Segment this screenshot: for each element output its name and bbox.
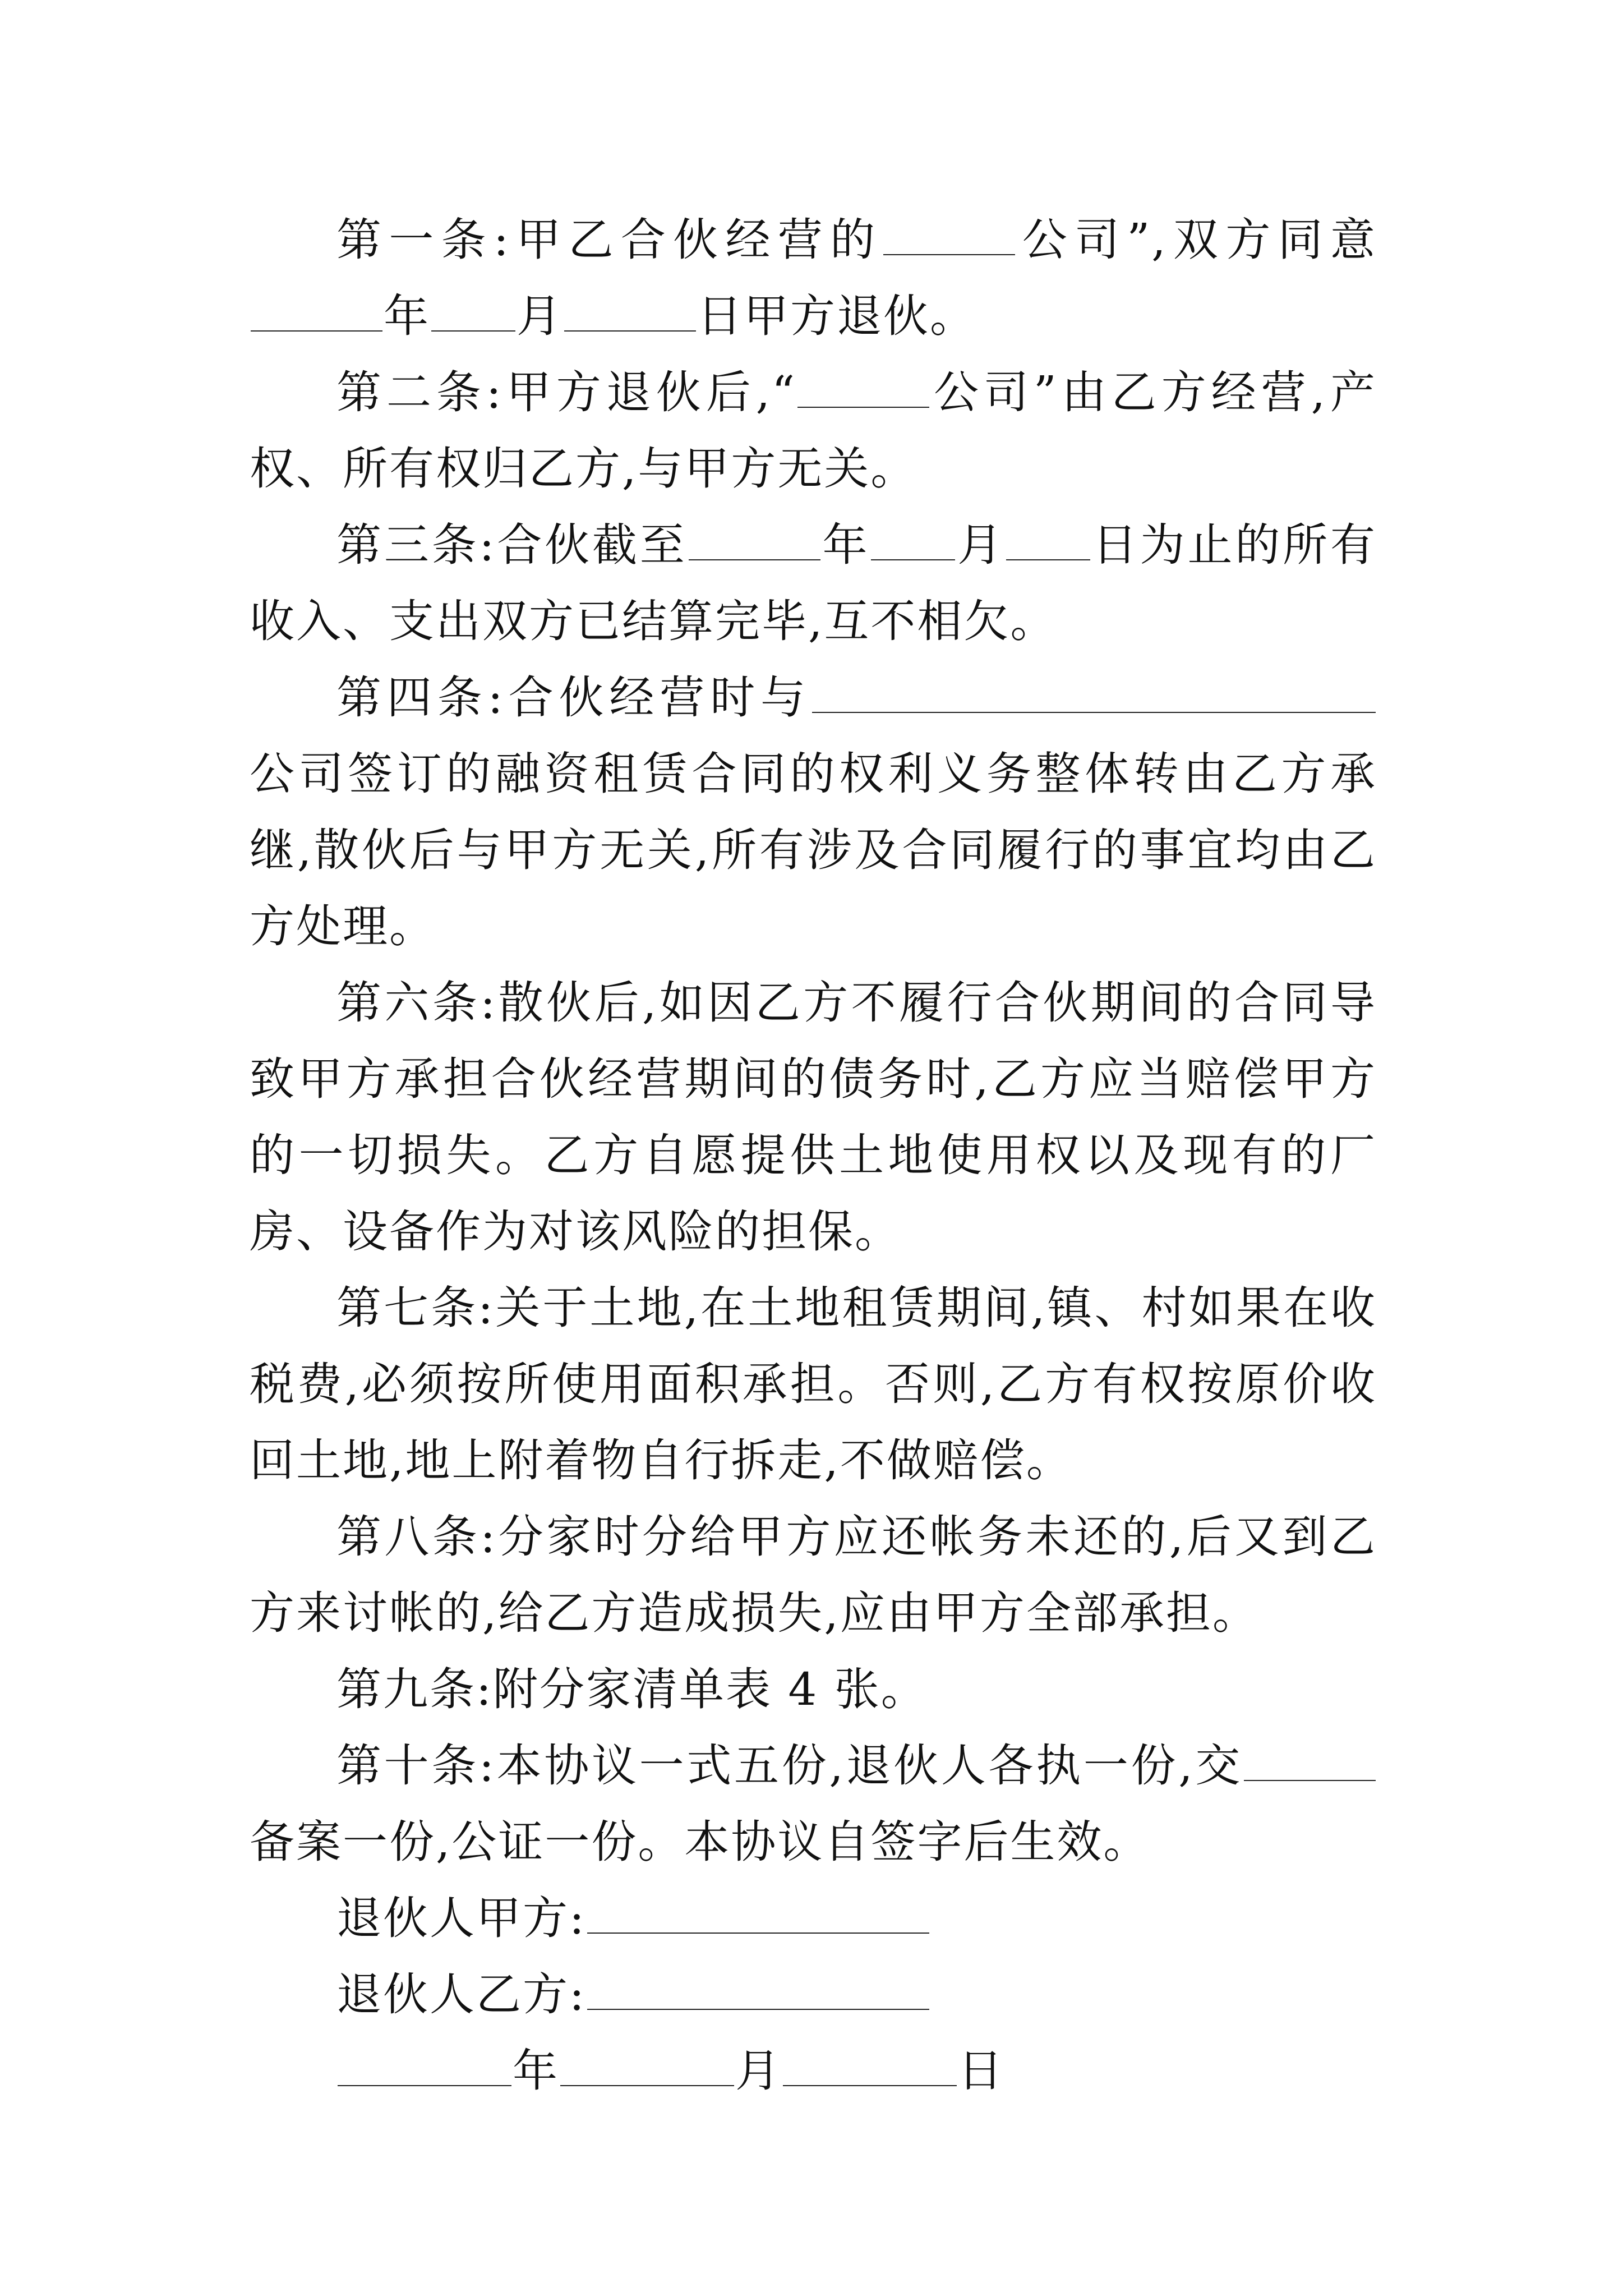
article-3-text-4: 日为止的所有收入、支出双方已结算完毕,互不相欠。 (250, 519, 1377, 647)
month-blank[interactable] (431, 330, 515, 332)
year-blank[interactable] (689, 559, 820, 560)
article-1-text-1: 第一条:甲乙合伙经营的 (336, 214, 883, 266)
filing-agency-blank[interactable] (1244, 1779, 1376, 1781)
party-a-label: 退伙人甲方: (336, 1892, 586, 1944)
article-4-text-2: 公司签订的融资租赁合同的权利义务整体转由乙方承继,散伙后与甲方无关,所有涉及合同履行的事宜均由乙方处理。 (250, 748, 1377, 953)
date-month-field[interactable] (560, 2085, 734, 2086)
party-a-signature-field[interactable] (587, 1932, 929, 1934)
article-2-text-2: 公司”由乙方经营,产权、所有权归乙方,与甲方无关。 (250, 366, 1377, 495)
signing-date (250, 2033, 1377, 2109)
signature-party-b (250, 1957, 1377, 2033)
day-blank[interactable] (1006, 559, 1090, 560)
article-7: 第七条:关于土地,在土地租赁期间,镇、村如果在收税费,必须按所使用面积承担。否则,乙方有权按原价收回土地,地上附着物自行拆走,不做赔偿。 (250, 1282, 1377, 1487)
date-day-field[interactable] (783, 2085, 957, 2086)
party-b-signature-field[interactable] (587, 2008, 929, 2010)
article-10-text-2: 备案一份,公证一份。本协议自签字后生效。 (250, 1816, 1150, 1868)
article-4 (250, 660, 1377, 965)
article-6: 第六条:散伙后,如因乙方不履行合伙期间的合同导致甲方承担合伙经营期间的债务时,乙方应当赔偿甲方的一切损失。乙方自愿提供土地使用权以及现有的厂房、设备作为对该风险的担保。 (250, 977, 1377, 1258)
party-b-label: 退伙人乙方: (336, 1968, 586, 2021)
article-1-text-4: 月 (517, 290, 563, 342)
article-3-text-2: 年 (821, 519, 870, 571)
date-year-label: 年 (513, 2045, 559, 2097)
company-name-blank[interactable] (812, 711, 1376, 713)
article-2-text-1: 第二条:甲方退伙后,“ (336, 366, 796, 418)
date-day-label: 日 (958, 2045, 1004, 2097)
article-1-text-5: 日甲方退伙。 (697, 290, 976, 342)
date-month-label: 月 (735, 2045, 782, 2097)
company-name-blank[interactable] (797, 406, 929, 408)
article-2 (250, 355, 1377, 507)
article-9: 第九条:附分家清单表 4 张。 (336, 1663, 928, 1715)
article-3-text-1: 第三条:合伙截至 (336, 519, 688, 571)
article-4-text-1: 第四条:合伙经营时与 (336, 671, 811, 724)
article-8: 第八条:分家时分给甲方应还帐务未还的,后又到乙方来讨帐的,给乙方造成损失,应由甲方全部承担。 (250, 1511, 1377, 1639)
month-blank[interactable] (871, 559, 955, 560)
signature-party-a (250, 1880, 1377, 1957)
article-1-text-2: 公司”,双方同意 (1016, 214, 1377, 266)
article-10-text-1: 第十条:本协议一式五份,退伙人各执一份,交 (336, 1740, 1243, 1792)
day-blank[interactable] (564, 330, 696, 332)
article-1-text-3: 年 (384, 290, 430, 342)
article-3-text-3: 月 (956, 519, 1005, 571)
article-1 (250, 202, 1377, 355)
year-blank[interactable] (251, 330, 382, 332)
agreement-body (250, 202, 1377, 2109)
date-year-field[interactable] (338, 2085, 511, 2086)
article-10 (250, 1728, 1377, 1880)
article-3 (250, 507, 1377, 660)
company-name-blank[interactable] (883, 254, 1015, 255)
